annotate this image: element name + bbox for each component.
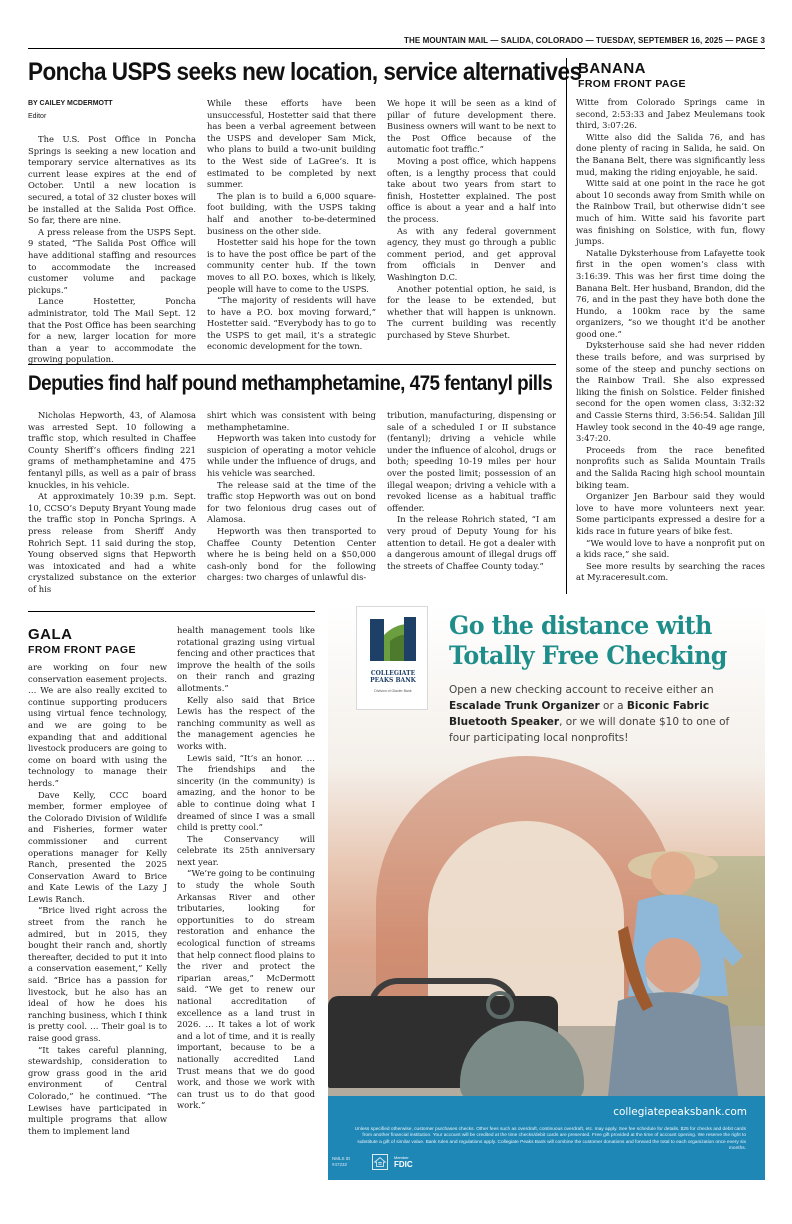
paragraph: At approximately 10:39 p.m. Sept. 10, CCSO’s Deputy Bryant Young made the traffic stop in Poncha Springs. A press release from Sheriff Andy Rohrich Sept. 11 said during the stop, Young observed signs that Hepworth was intoxicated and had a white crystalized substance on the exterior of his (28, 491, 196, 594)
gala-kicker-sub: FROM FRONT PAGE (28, 644, 136, 656)
banana-body (576, 97, 765, 584)
gala-kicker-title: GALA (28, 626, 73, 643)
paragraph: The plan is to build a 6,000 square-foot building, with the USPS taking half and another to-be-determined business on the other side. (207, 190, 376, 236)
paragraph: While these efforts have been unsuccessful, Hostetter said that there has been a verbal agreement between the USPS and developer Sam Mick, who plans to build a two-unit building to the West side of LaGree’s. It is estimated to be completed by next summer. (207, 98, 376, 190)
paragraph: Dyksterhouse said she had never ridden these trails before, and was surprised by some of the steep and punchy sections on the Rainbow Trail. She also expressed liking the finish on Solstice. Felder finished second for the open women class, 3:32:32 and Cassie Sterns third, 3:56:54. Salidan Jill Hawley took second in the 40-49 age range, 3:47:20. (576, 340, 765, 444)
gala-col1 (28, 662, 167, 1137)
paragraph: Hepworth was taken into custody for suspicion of operating a motor vehicle while under the influence of drugs, and his vehicle was searched. (207, 433, 376, 478)
column-rule (566, 58, 567, 594)
speaker-handle (486, 991, 514, 1019)
story2-col3 (387, 410, 556, 572)
paragraph: In the release Rohrich stated, “I am very proud of Deputy Young for his attention to detail. He got a dealer with a dangerous amount of illegal drugs off the streets of Chaffee County today.” (387, 514, 556, 571)
ad-headline (449, 611, 727, 671)
paragraph: Moving a post office, which happens often, is a lengthy process that could take about two years from start to finish, Hostetter explained. The post office is about a year and a half into the process. (387, 155, 556, 224)
story2-col2 (207, 410, 376, 584)
paragraph: A press release from the USPS Sept. 9 stated, “The Salida Post Office will have additional staffing and resources to accommodate the increased customer volume and package pickups.” (28, 226, 196, 295)
fdic-badge (394, 1155, 413, 1169)
story-divider (28, 364, 556, 365)
ad-headline-line1: Go the distance with (449, 611, 712, 640)
bank-logo-icon (368, 615, 418, 665)
ad-body-item2: Biconic Fabric Bluetooth Speaker (449, 700, 710, 728)
banana-kicker-sub: FROM FRONT PAGE (578, 78, 686, 90)
paragraph: “Brice lived right across the street from the ranch he admired, but in 2015, they bought their ranch and, shortly thereafter, decided to put it into a conservation easement,” Kelly said. “Brice has a passion for livestock, but he also has an ideal of how he does his ranching business, which I think is pretty cool. … Their goal is to raise good grass. (28, 905, 167, 1043)
ad-footer (328, 1096, 765, 1180)
ad-body (449, 682, 749, 746)
paragraph: Lance Hostetter, Poncha administrator, told The Mail Sept. 12 that the Post Office has been searching for a new, larger location for more than a year to accommodate the growing population. (28, 296, 196, 365)
paragraph: shirt which was consistent with being methamphetamine. (207, 410, 376, 432)
paragraph: As with any federal government agency, they must go through a public comment period, and get approval from officials in Denver and Washington D.C. (387, 225, 556, 282)
paragraph: Hostetter said his hope for the town is to have the post office be part of the community center hub. If the town moves to all P.O. boxes, which is likely, people will have to come to the USPS. (207, 237, 376, 294)
paragraph: Lewis said, “It’s an honor. … The friendships and the sincerity (in the community) is amazing, and the honor to be able to continue doing what I dreamed of since I was a small child is pretty cool.” (177, 752, 315, 833)
fdic-label: FDIC (394, 1160, 413, 1169)
bank-logo-name (361, 671, 425, 684)
folio-rule (28, 48, 765, 49)
story1-headline: Poncha USPS seeks new location, service alternatives (28, 58, 582, 86)
paragraph: “It takes careful planning, stewardship, consideration to grow grass good in the arid environment of Central Colorado,” he continued. “The Lewises have participated in multiple programs that allow them to implement land (28, 1044, 167, 1136)
story1-col1 (28, 134, 196, 366)
gala-col2 (177, 625, 315, 1112)
banana-kicker-title: BANANA (578, 60, 646, 77)
story1-col2 (207, 98, 376, 353)
bank-logo-tagline: Division of Glacier Bank (374, 689, 412, 693)
paragraph: health management tools like rotational grazing using virtual fencing and other practices that improve the health of the soils on their ranch and grazing allotments.” (177, 625, 315, 693)
nmls-id (332, 1156, 350, 1167)
couple-photo (558, 806, 758, 1096)
paragraph: “The majority of residents will have to have a P.O. box moving forward,” Hostetter said. “Everybody has to go to the USPS to get mail, it’s a strategic economic development for the town. (207, 295, 376, 352)
paragraph: Hepworth was then transported to Chaffee County Detention Center where he is being held on a $50,000 cash-only bond for the following charges: two charges of unlawful dis- (207, 525, 376, 583)
bank-logo-name-line2: PEAKS BANK (370, 676, 416, 684)
paragraph: Witte from Colorado Springs came in second, 2:53:33 and Jabez Meulemans took third, 3:07:26. (576, 97, 765, 131)
story1-col3 (387, 98, 556, 341)
bank-advertisement[interactable] (328, 606, 765, 1180)
bank-website-link[interactable]: collegiatepeaksbank.com (613, 1106, 747, 1118)
story1-byline: BY CAILEY MCDERMOTT (28, 100, 113, 107)
paragraph: Witte said at one point in the race he got about 10 seconds away from Smith while on the Rainbow Trail, but otherwise didn’t see much of him. Witte said his favorite part was finishing on Solstice, with fun, flowy jumps. (576, 178, 765, 247)
banana-kicker (578, 60, 686, 90)
nmls-label: NMLS ID (332, 1156, 351, 1161)
ad-body-text: or a (599, 700, 627, 712)
gala-kicker (28, 626, 136, 656)
paragraph: Organizer Jen Barbour said they would love to have more volunteers next year. Some participants expressed a desire for a kids race in future years of bike fest. (576, 491, 765, 536)
paragraph: The Conservancy will celebrate its 25th anniversary next year. (177, 833, 315, 867)
fdic-member-label: Member (394, 1155, 409, 1160)
paragraph: tribution, manufacturing, dispensing or sale of a scheduled I or II substance (fentanyl); driving a vehicle while under the influence of alcohol, drugs or both; speeding 10-19 miles per hour over the posted limit; possession of an illegal weapon; driving a vehicle with a revoked license as a habitual traffic offender. (387, 410, 556, 513)
paragraph: Nicholas Hepworth, 43, of Alamosa was arrested Sept. 10 following a traffic stop, which resulted in Chaffee County Sheriff’s officers finding 221 grams of methamphetamine and 475 fentanyl pills, as well as a pair of brass knuckles, in his vehicle. (28, 410, 196, 490)
nmls-number: #47232 (332, 1161, 348, 1167)
paragraph: “We’re going to be continuing to study the whole South Arkansas River and other tributaries, looking for opportunities to do stream restoration and enhance the ecological function of streams that help connect flood plains to the river and protect the riparian areas,” McDermott said. “We get to renew our national accreditation of excellence as a land trust in 2026. … It takes a lot of work and a lot of time, and it is really important, because to be a nationally accredited Land Trust means that we do good work, and those we work with can trust us to do that good work.” (177, 868, 315, 1111)
paragraph: Dave Kelly, CCC board member, former employee of the Colorado Division of Wildlife and Fisheries, former water commissioner and current operations manager for Kelly Ranch, presented the 2025 Conservation Award to Brice and Kate Lewis of the Lazy J Lewis Ranch. (28, 789, 167, 904)
ad-headline-line2: Totally Free Checking (449, 641, 727, 670)
paragraph: are working on four new conservation easement projects. … We are also really excited to continue supporting producers using virtual fence technology, and we are going to be expanding that and additional livestock producers are going to come on board with using the technology to manage their herds.” (28, 662, 167, 788)
gala-top-rule (28, 611, 315, 612)
story2-headline: Deputies find half pound methamphetamine, 475 fentanyl pills (28, 372, 553, 395)
paragraph: See more results by searching the races at My.raceresult.com. (576, 560, 765, 583)
paragraph: Proceeds from the race benefited nonprofits such as Salida Mountain Trails and the Salida Racing high school mountain biking team. (576, 444, 765, 490)
ad-body-item1: Escalade Trunk Organizer (449, 700, 600, 712)
story1-role: Editor (28, 113, 47, 120)
paragraph: Natalie Dyksterhouse from Lafayette took first in the open women’s class with 3:16:39. This was her first time doing the Banana Belt. Her husband, Brandon, did the 76, and in the past they have both done the Hundo, a 100km race by the same organizers, “so we thought it’d be another good one.” (576, 247, 765, 339)
paragraph: We hope it will be seen as a kind of pillar of future development there. Business owners will want to be next to the Post Office because of the automatic foot traffic.” (387, 98, 556, 155)
story2-col1 (28, 410, 196, 596)
equal-housing-lender-icon (372, 1154, 388, 1170)
ad-fine-print: Unless specified otherwise, customer purchases checks. Other fees such as overdraft, continuous overdraft, etc. may apply. See fee schedule for details. $25 for checks and debit cards from another financial institution. Your account will be credited at the time checks/debit cards are presented. Free gift provided at the time of account opening. We reserve the right to substitute a gift of similar value. Bank rules and regulations apply. Collegiate Peaks Bank will combine the customer donations and forward the total to each organization once every six months. (354, 1127, 746, 1151)
bank-logo-name-line1: COLLEGIATE (370, 670, 416, 677)
folio: THE MOUNTAIN MAIL — SALIDA, COLORADO — TUESDAY, SEPTEMBER 16, 2025 — PAGE 3 (403, 36, 765, 45)
paragraph: Witte also did the Salida 76, and has done plenty of racing in Salida, he said. On the Banana Belt, there was significantly less mud, making the riding enjoyable, he said. (576, 131, 765, 177)
paragraph: The release said at the time of the traffic stop Hepworth was out on bond for two felonious drug cases out of Alamosa. (207, 479, 376, 525)
ad-body-text: , or we will donate $10 to one of four participating local nonprofits! (449, 716, 730, 744)
paragraph: The U.S. Post Office in Poncha Springs is seeking a new location and temporary service alternatives as its current lease expires at the end of October. Until a new location is secured, a total of 32 cluster boxes will be installed at the Salida Post Office. So far, there are nine. (28, 134, 196, 226)
bank-logo (356, 606, 428, 710)
paragraph: Kelly also said that Brice Lewis has the respect of the ranching community as well as the management agencies he works with. (177, 694, 315, 751)
ad-body-text: Open a new checking account to receive either an (449, 684, 714, 696)
paragraph: Another potential option, he said, is for the lease to be extended, but whether that will happen is unknown. The current building was recently purchased by Steve Shurbet. (387, 283, 556, 340)
paragraph: “We would love to have a nonprofit put on a kids race,” she said. (576, 537, 765, 560)
